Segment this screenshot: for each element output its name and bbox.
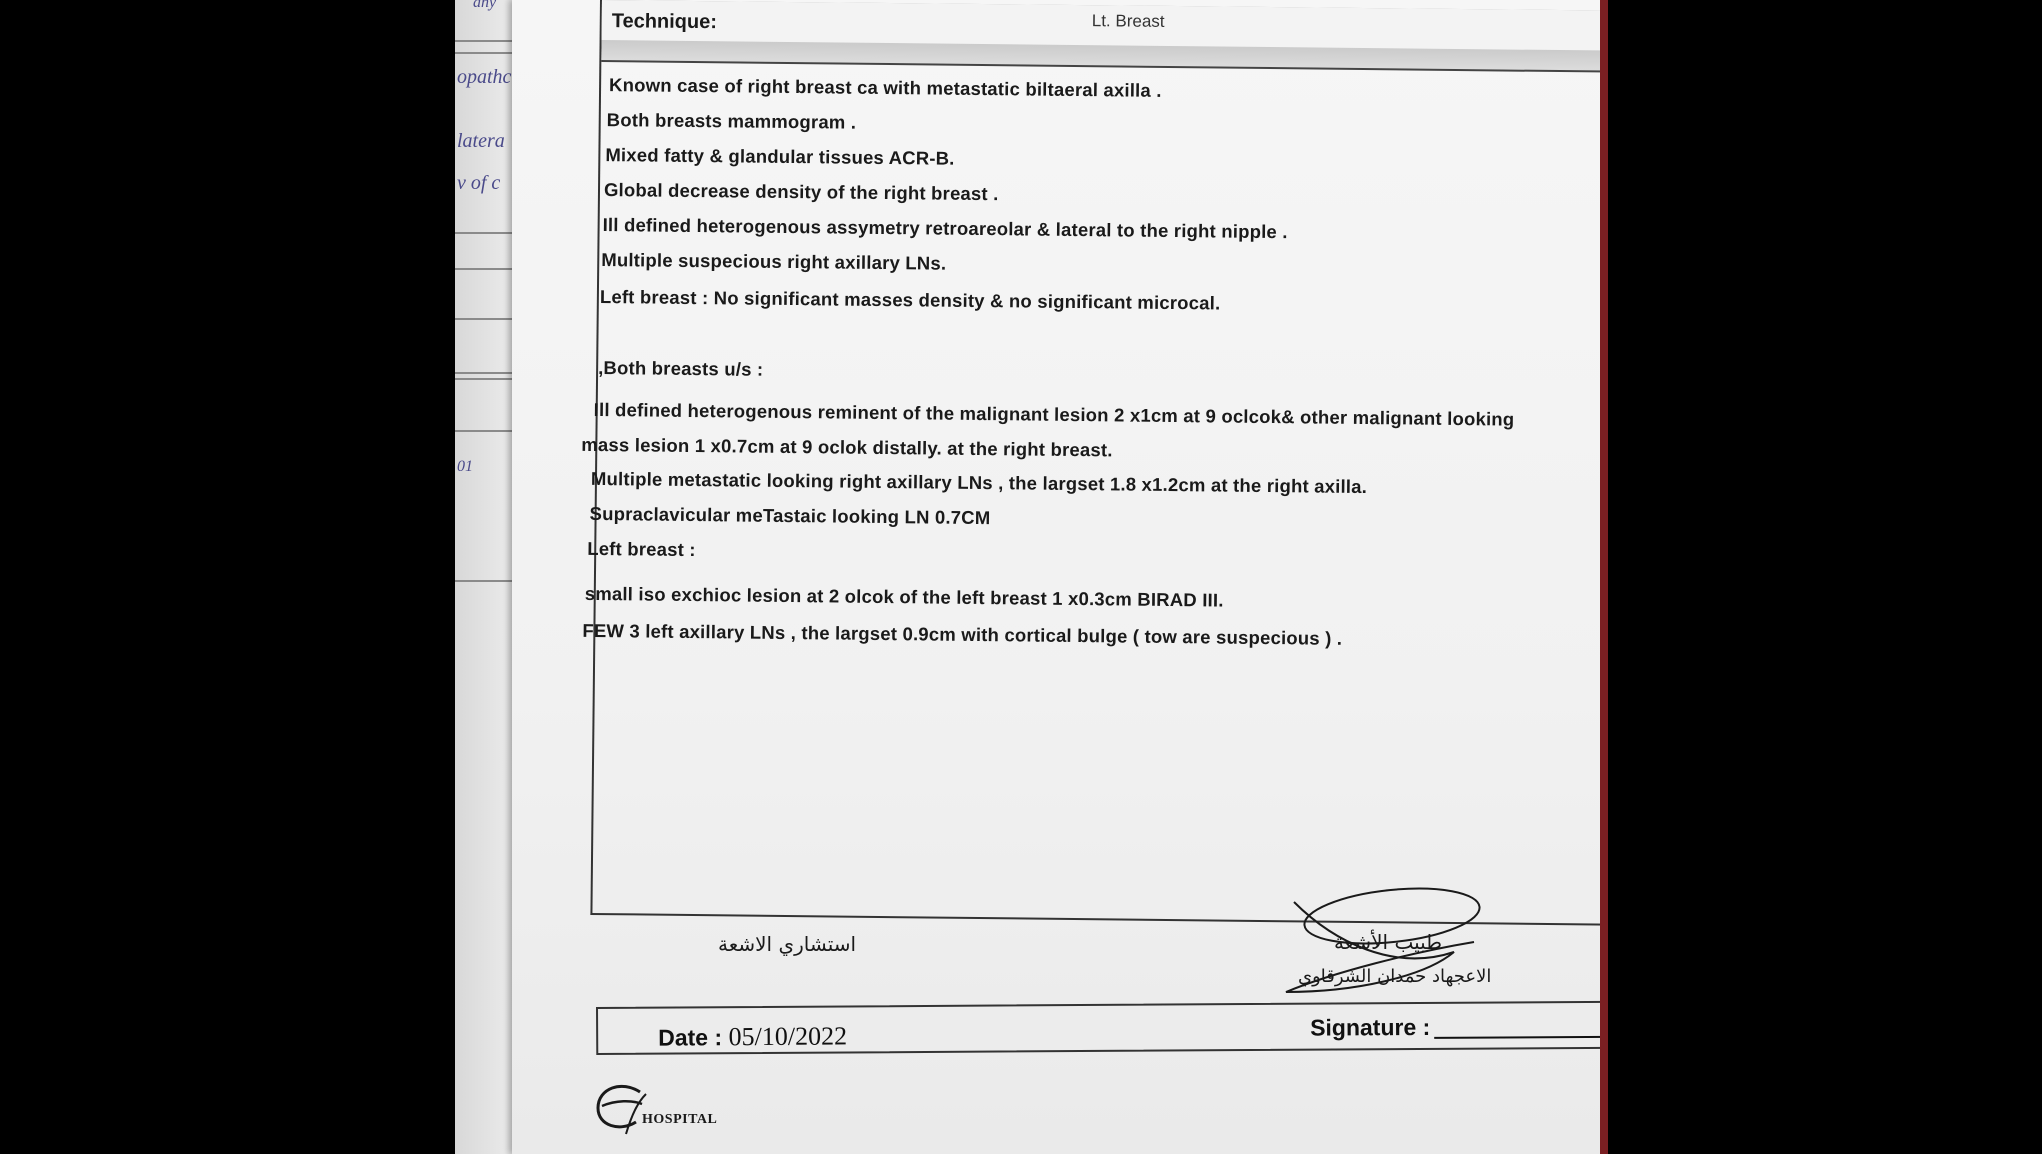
underlying-fragment: 01 xyxy=(457,458,473,475)
date-value: 05/10/2022 xyxy=(728,1021,848,1052)
finding-line: Multiple metastatic looking right axillary LNs , the largset 1.8 x1.2cm at the right axilla. xyxy=(590,467,1368,498)
date-label: Date : xyxy=(658,1024,723,1051)
underlying-rule xyxy=(455,268,517,270)
photo-edge xyxy=(1600,0,1608,1154)
underlying-rule xyxy=(455,232,517,234)
report-page xyxy=(512,0,1608,1154)
finding-line: Ill defined heterogenous reminent of the malignant lesion 2 x1cm at 9 oclcok& other malignant looking xyxy=(593,398,1515,430)
footer-box xyxy=(596,1001,1608,1055)
underlying-fragment: latera xyxy=(457,130,505,152)
ultrasound-heading: ,Both breasts u/s : xyxy=(598,357,764,380)
date-field xyxy=(658,1021,847,1052)
logo-mark-icon xyxy=(592,1074,722,1144)
technique-label: Technique: xyxy=(611,10,718,34)
underlying-rule xyxy=(455,372,517,374)
findings-box xyxy=(581,0,1608,926)
consultant-label: استشاري الاشعة xyxy=(718,932,857,956)
underlying-rule xyxy=(455,378,517,380)
underlying-rule xyxy=(455,580,517,582)
radiologist-name: الاعجهاد حمدان الشرقاوي xyxy=(1298,966,1492,987)
underlying-fragment: opathc xyxy=(457,66,512,88)
document-photo xyxy=(455,0,1608,1154)
underlying-rule xyxy=(455,430,517,432)
finding-line: Multiple suspecious right axillary LNs. xyxy=(601,249,947,274)
left-breast-heading: Left breast : xyxy=(587,537,696,561)
finding-line: mass lesion 1 x0.7cm at 9 oclok distally. at the right breast. xyxy=(581,433,1113,461)
underlying-rule xyxy=(455,318,517,320)
header-band xyxy=(601,0,1608,73)
signature-scribble xyxy=(1274,882,1534,1012)
finding-line: Mixed fatty & glandular tissues ACR-B. xyxy=(605,144,955,169)
hospital-logo xyxy=(592,1074,722,1144)
finding-line: FEW 3 left axillary LNs , the largset 0.9cm with cortical bulge ( tow are suspecious ) . xyxy=(582,619,1343,649)
signature-field xyxy=(1310,1013,1608,1042)
signature-label: Signature : xyxy=(1310,1013,1431,1041)
finding-line: Both breasts mammogram . xyxy=(606,109,857,133)
finding-line: Left breast : No significant masses density & no significant microcal. xyxy=(599,286,1221,314)
finding-line: Known case of right breast ca with metastatic biltaeral axilla . xyxy=(609,74,1162,101)
finding-line: Ill defined heterogenous assymetry retroareolar & lateral to the right nipple . xyxy=(602,214,1288,243)
finding-line: Global decrease density of the right breast . xyxy=(603,179,999,205)
finding-line: small iso exchioc lesion at 2 olcok of the left breast 1 x0.3cm BIRAD III. xyxy=(584,582,1224,611)
signature-line xyxy=(1434,1036,1608,1039)
section-label: Lt. Breast xyxy=(1091,11,1165,31)
radiologist-label: طبيب الأشعة xyxy=(1334,930,1443,954)
finding-line: Supraclavicular meTastaic looking LN 0.7CM xyxy=(589,502,991,529)
logo-text: HOSPITAL xyxy=(642,1112,718,1127)
underlying-fragment: v of c xyxy=(457,172,501,194)
underlying-fragment: any xyxy=(473,0,497,11)
underlying-rule xyxy=(455,40,517,42)
underlying-rule xyxy=(455,52,517,54)
